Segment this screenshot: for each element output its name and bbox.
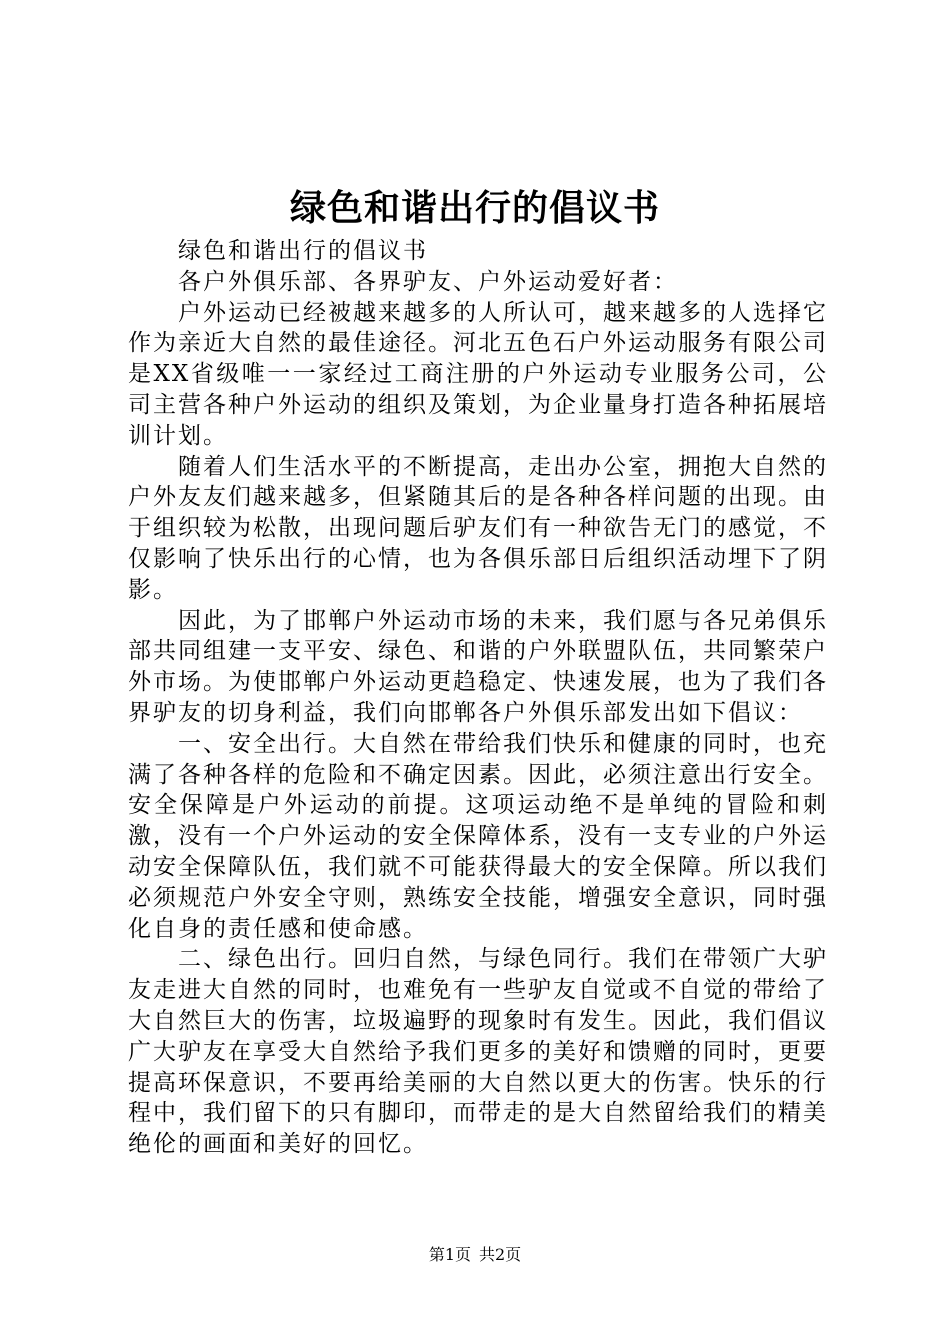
document-subtitle: 绿色和谐出行的倡议书 <box>178 238 428 264</box>
salutation: 各户外俱乐部、各界驴友、户外运动爱好者： <box>178 268 678 295</box>
paragraph-green: 二、绿色出行。回归自然，与绿色同行。我们在带领广大驴友走进大自然的同时，也难免有一些驴友自觉或不自觉的带给了大自然巨大的伤害，垃圾遍野的现象时有发生。因此，我们倡议广大驴友在享受大自然给予我们更多的美好和馈赠的同时，更要提高环保意识，不要再给美丽的大自然以更大的伤害。快乐的行程中，我们留下的只有脚印，而带走的是大自然留给我们的精美绝伦的画面和美好的回忆。 <box>128 946 828 1158</box>
page-number: 第1页 <box>428 1245 471 1264</box>
paragraph-proposal: 因此，为了邯郸户外运动市场的未来，我们愿与各兄弟俱乐部共同组建一支平安、绿色、和谐的户外联盟队伍，共同繁荣户外市场。为使邯郸户外运动更趋稳定、快速发展，也为了我们各界驴友的切身利益，我们向邯郸各户外俱乐部发出如下倡议： <box>128 607 828 726</box>
page-footer <box>0 1245 950 1265</box>
paragraph-intro: 户外运动已经被越来越多的人所认可，越来越多的人选择它作为亲近大自然的最佳途径。河北五色石户外运动服务有限公司是XX省级唯一一家经过工商注册的户外运动专业服务公司，公司主营各种户外运动的组织及策划，为企业量身打造各种拓展培训计划。 <box>128 299 828 449</box>
document-body <box>128 236 828 1160</box>
paragraph-safety: 一、安全出行。大自然在带给我们快乐和健康的同时，也充满了各种各样的危险和不确定因素。因此，必须注意出行安全。安全保障是户外运动的前提。这项运动绝不是单纯的冒险和刺激，没有一个户外运动的安全保障体系，没有一支专业的户外运动安全保障队伍，我们就不可能获得最大的安全保障。所以我们必须规范户外安全守则，熟练安全技能，增强安全意识，同时强化自身的责任感和使命感。 <box>128 730 828 942</box>
document-title: 绿色和谐出行的倡议书 <box>289 187 660 229</box>
page-total: 共2页 <box>479 1245 522 1264</box>
paragraph-background: 随着人们生活水平的不断提高，走出办公室，拥抱大自然的户外友友们越来越多，但紧随其后的是各种各样问题的出现。由于组织较为松散，出现问题后驴友们有一种欲告无门的感觉，不仅影响了快乐出行的心情，也为各俱乐部日后组织活动埋下了阴影。 <box>128 453 828 603</box>
